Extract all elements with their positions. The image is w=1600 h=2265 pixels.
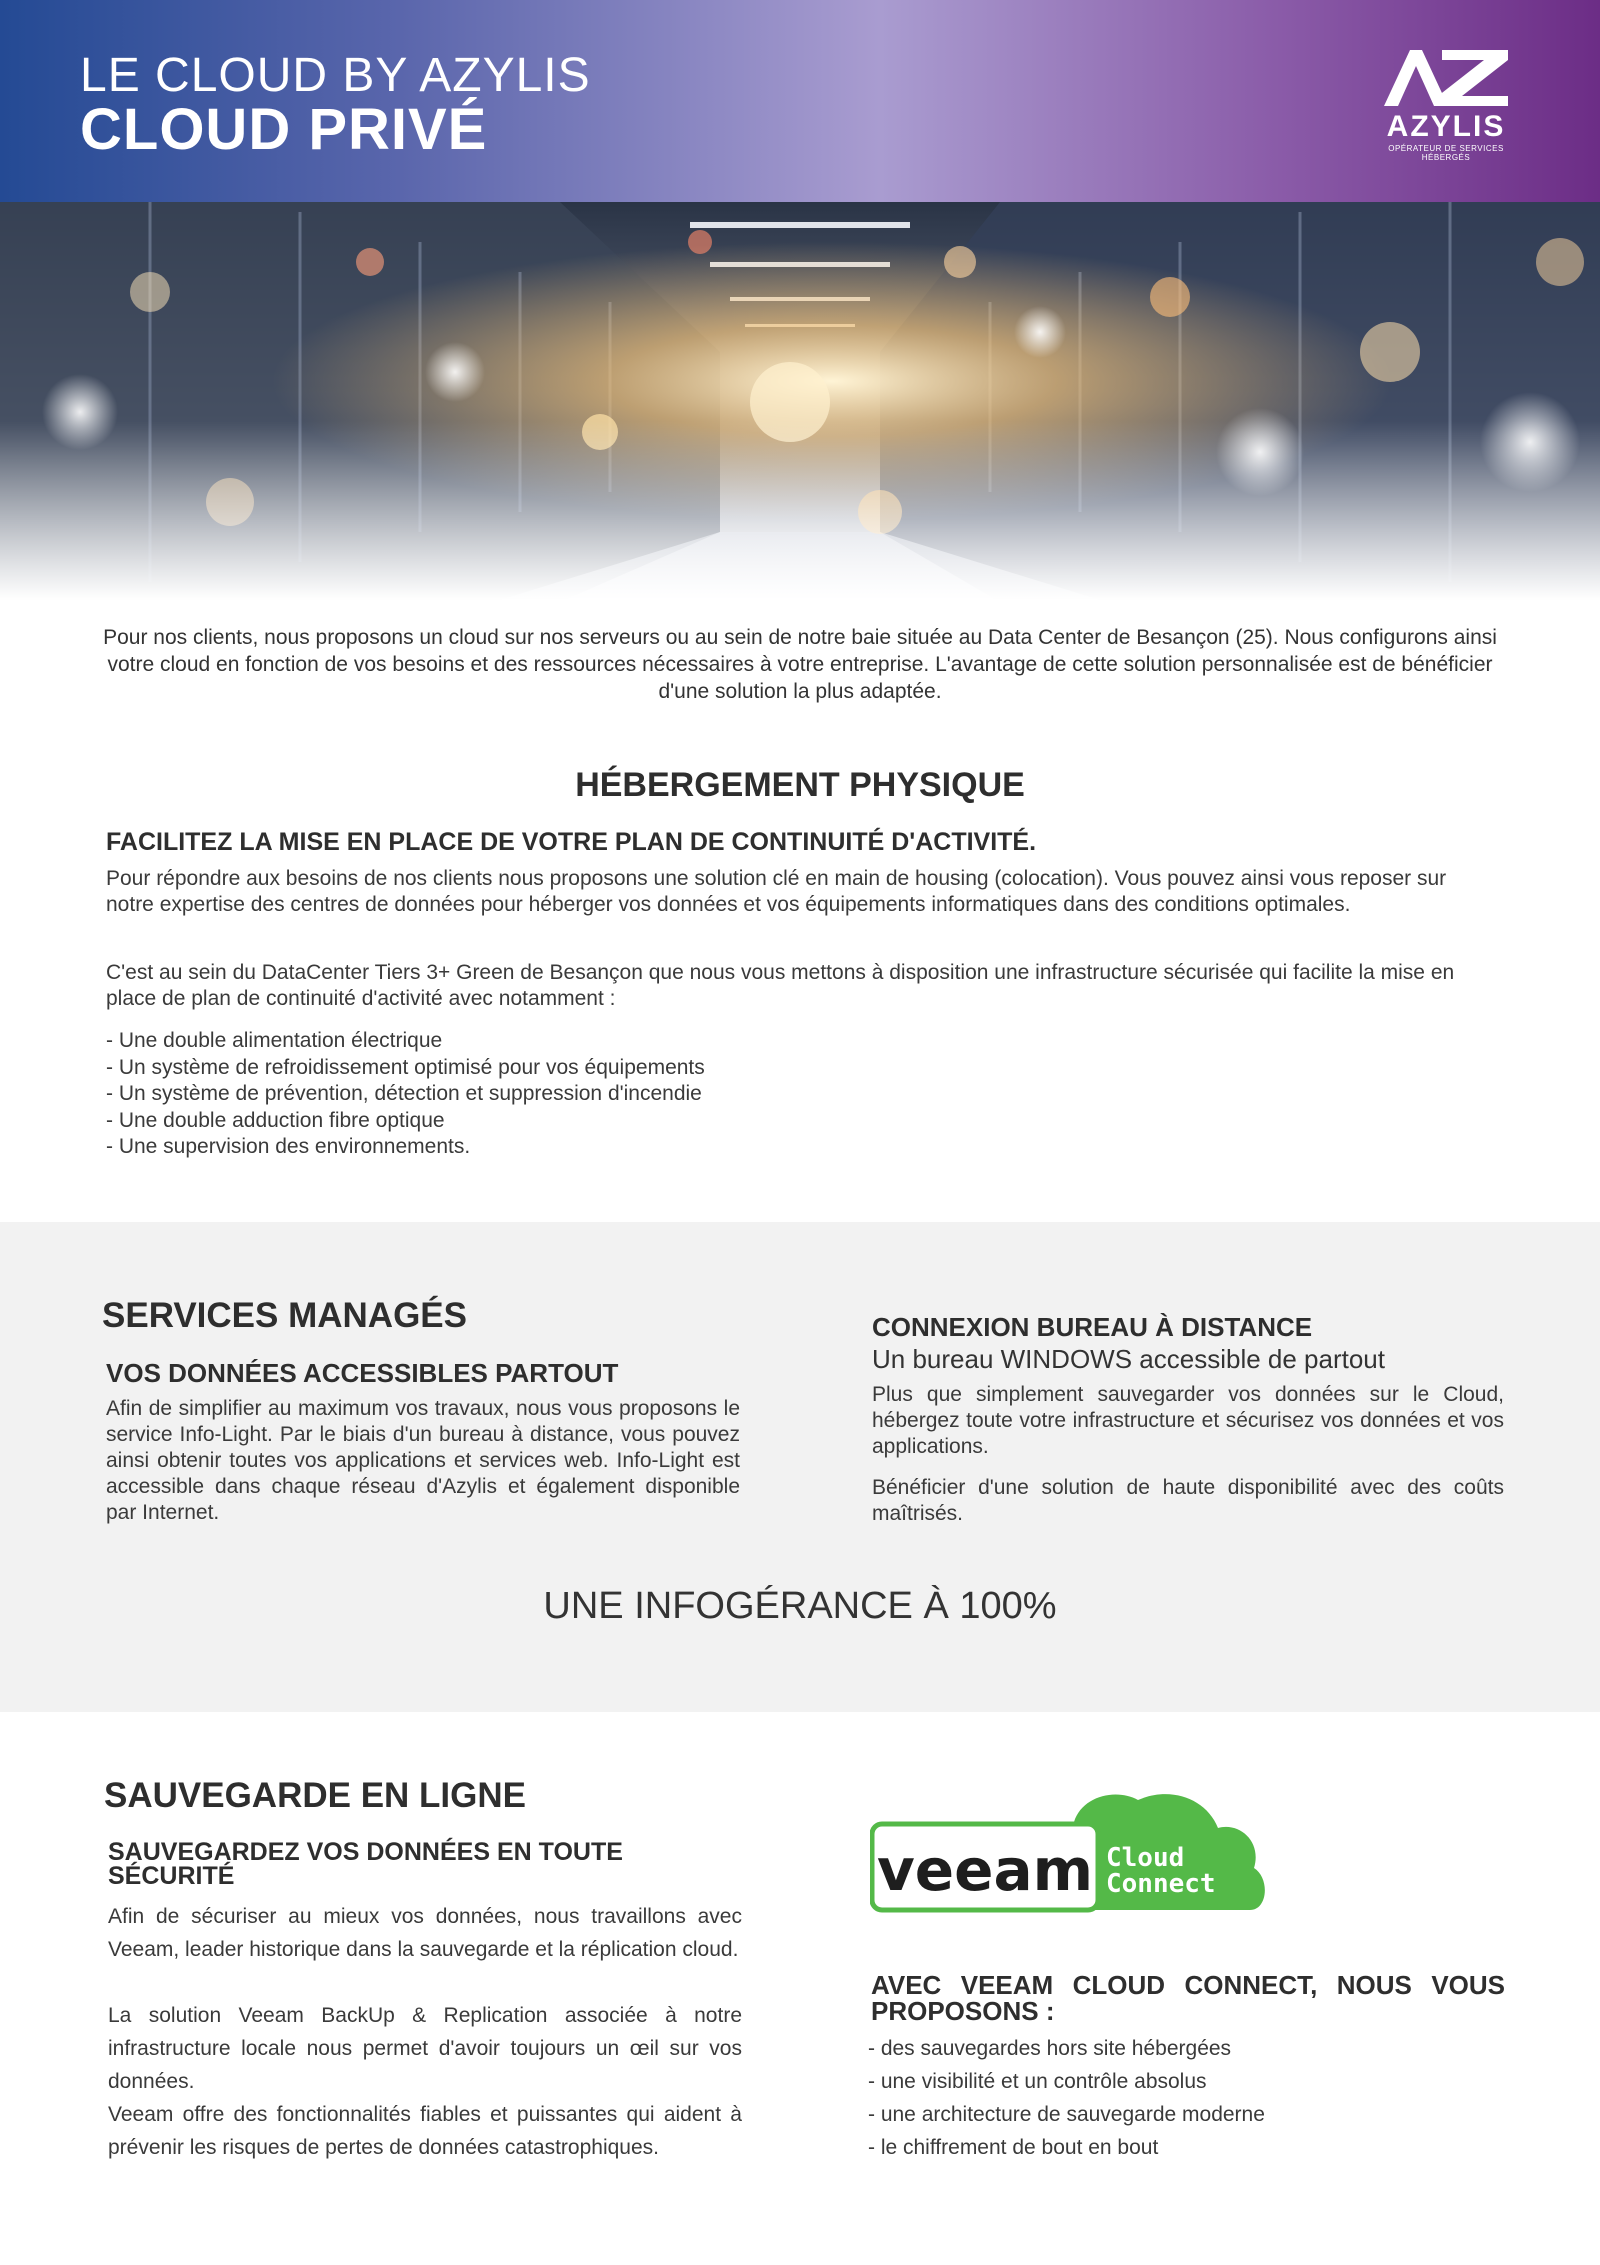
sauvegarde-subtitle: SAUVEGARDEZ VOS DONNÉES EN TOUTE SÉCURITÉ xyxy=(108,1838,623,1890)
veeam-cloud-line2: Connect xyxy=(1106,1869,1216,1899)
services-left-body: Afin de simplifier au maximum vos travaux, nous vous proposons le service Info-Light. Par le biais d'un bureau à distance, vous pouvez ainsi obtenir toutes vos applications et services web. Info-Light est accessible dans chaque réseau d'Azylis et également disponible par Internet. xyxy=(106,1397,740,1524)
hebergement-title: HÉBERGEMENT PHYSIQUE xyxy=(575,766,1025,804)
hebergement-para1: Pour répondre aux besoins de nos clients nous proposons une solution clé en main de housing (colocation). Vous pouvez ainsi vous reposer sur notre expertise des centres de données pour héberger vos données et vos équipements informatiques dans des conditions optimales. xyxy=(106,867,1447,916)
list-item: - une architecture de sauvegarde moderne xyxy=(868,2098,1508,2131)
veeam-wordmark: veeam xyxy=(876,1836,1094,1904)
veeam-offer-title: AVEC VEEAM CLOUD CONNECT, NOUS VOUS PROPOSONS : xyxy=(871,1970,1505,2026)
az-monogram-icon xyxy=(1376,46,1516,110)
veeam-cloud-line1: Cloud xyxy=(1106,1843,1185,1873)
logo-tagline: OPÉRATEUR DE SERVICES HÉBERGÉS xyxy=(1388,144,1504,162)
datacenter-hero-image xyxy=(0,202,1600,600)
intro-paragraph: Pour nos clients, nous proposons un cloud sur nos serveurs ou au sein de notre baie située au Data Center de Besançon (25). Nous configurons ainsi votre cloud en fonction de vos besoins et des ressources nécessaires à votre entreprise. L'avantage de cette solution personnalisée est de bénéficier d'une solution la plus adaptée. xyxy=(103,626,1497,703)
sauvegarde-para3: Veeam offre des fonctionnalités fiables et puissantes qui aident à prévenir les risques de pertes de données catastrophiques. xyxy=(108,2103,742,2159)
services-right-body1: Plus que simplement sauvegarder vos données sur le Cloud, hébergez toute votre infrastructure et sécurisez vos données et vos applications. xyxy=(872,1383,1504,1458)
services-right-body2: Bénéficier d'une solution de haute disponibilité avec des coûts maîtrisés. xyxy=(872,1476,1504,1525)
services-left-subtitle: VOS DONNÉES ACCESSIBLES PARTOUT xyxy=(106,1358,619,1388)
infogerance-tagline: UNE INFOGÉRANCE À 100% xyxy=(543,1585,1057,1627)
page-title: CLOUD PRIVÉ xyxy=(80,97,488,162)
veeam-offer-list xyxy=(868,2032,1508,2164)
services-title: SERVICES MANAGÉS xyxy=(102,1296,467,1335)
hebergement-para2: C'est au sein du DataCenter Tiers 3+ Green de Besançon que nous vous mettons à disposition une infrastructure sécurisée qui facilite la mise en place de plan de continuité d'activité avec notamment : xyxy=(106,961,1455,1010)
list-item: - une visibilité et un contrôle absolus xyxy=(868,2065,1508,2098)
header-banner xyxy=(0,0,1600,202)
list-item: - Une double alimentation électrique xyxy=(106,1028,1006,1055)
hebergement-list xyxy=(106,1028,1006,1161)
sauvegarde-title: SAUVEGARDE EN LIGNE xyxy=(104,1776,526,1815)
sauvegarde-para2: La solution Veeam BackUp & Replication associée à notre infrastructure locale nous permet d'avoir toujours un œil sur vos données. xyxy=(108,2004,742,2093)
services-right-lead: Un bureau WINDOWS accessible de partout xyxy=(872,1344,1385,1374)
list-item: - Un système de refroidissement optimisé pour vos équipements xyxy=(106,1055,1006,1082)
azylis-logo xyxy=(1376,46,1516,162)
header-kicker: LE CLOUD BY AZYLIS xyxy=(80,49,591,102)
list-item: - Un système de prévention, détection et suppression d'incendie xyxy=(106,1081,1006,1108)
veeam-cloud-connect-logo xyxy=(870,1782,1266,1914)
list-item: - Une supervision des environnements. xyxy=(106,1134,1006,1161)
list-item: - des sauvegardes hors site hébergées xyxy=(868,2032,1508,2065)
services-right-subtitle: CONNEXION BUREAU À DISTANCE xyxy=(872,1312,1313,1342)
sauvegarde-para1: Afin de sécuriser au mieux vos données, nous travaillons avec Veeam, leader historique dans la sauvegarde et la réplication cloud. xyxy=(108,1905,742,1961)
list-item: - Une double adduction fibre optique xyxy=(106,1108,1006,1135)
hebergement-subtitle: FACILITEZ LA MISE EN PLACE DE VOTRE PLAN DE CONTINUITÉ D'ACTIVITÉ. xyxy=(106,828,1037,856)
list-item: - le chiffrement de bout en bout xyxy=(868,2131,1508,2164)
logo-brand: AZYLIS xyxy=(1386,110,1506,143)
